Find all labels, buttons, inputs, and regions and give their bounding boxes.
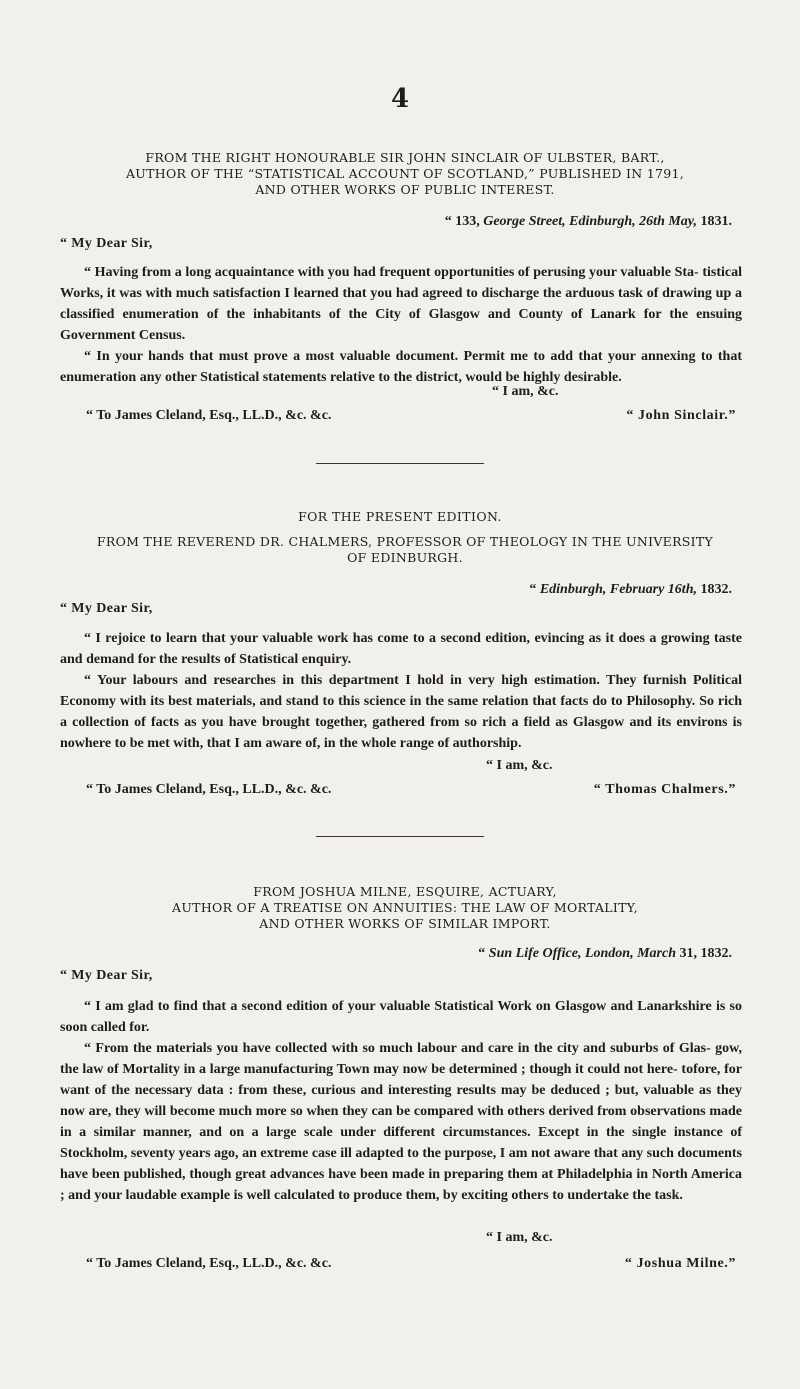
letter1-signature: “ John Sinclair.” bbox=[626, 408, 736, 423]
letter2-paragraph: “ I rejoice to learn that your valuable work has come to a second edition, evincing as it does a growing taste and demand for the results of Statistical enquiry. bbox=[60, 631, 742, 667]
letter2-heading-line: OF EDINBURGH. bbox=[347, 550, 463, 565]
letter1-heading-line: AND OTHER WORKS OF PUBLIC INTEREST. bbox=[255, 182, 555, 197]
letter2-paragraph: “ Your labours and researches in this department I hold in very high estimation. They furnish Political Economy with its best materials, and stand to this science in the same relation that facts do to Philosophy. So rich a collection of facts as you have brought together, gathered from so rich a field as Glasgow and its environs is nowhere to be met with, that I am aware of, in the whole range of authorship. bbox=[60, 673, 742, 751]
divider bbox=[316, 836, 484, 837]
letter2-signature: “ Thomas Chalmers.” bbox=[593, 782, 736, 797]
letter3-paragraph: “ From the materials you have collected with so much labour and care in the city and suburbs of Glas- gow, the law of Mortality in a large manufacturing Town may now be determined ; though it could not here- tofore, for want of the necessary data : from these, curious and interesting results may be deduced ; but, valuable as they now are, they will become much more so when they can be compared with others derived from observations made in a similar manner, and on a large scale under different circumstances. Except in the single instance of Stockholm, seventy years ago, an extreme case ill adapted to the purpose, I am not aware that any such documents have been published, though great advances have been made in preparing them at Philadelphia in North America ; and your laudable example is well calculated to produce them, by exciting others to undertake the task. bbox=[60, 1041, 742, 1203]
letter1-body bbox=[60, 262, 742, 388]
dateline-year: 31, 1832. bbox=[679, 946, 732, 961]
letter1-paragraph: “ In your hands that must prove a most valuable document. Permit me to add that your annexing to that enumeration any other Statistical statements relative to the district, would be highly desirable. bbox=[60, 349, 742, 385]
dateline-prefix: “ bbox=[529, 582, 537, 597]
letter1-addressee: “ To James Cleland, Esq., LL.D., &c. &c. bbox=[86, 408, 332, 423]
letter2-heading bbox=[60, 534, 750, 566]
page-number: 4 bbox=[390, 84, 410, 114]
letter1-paragraph: “ Having from a long acquaintance with you had frequent opportunities of perusing your valuable Sta- tistical Works, it was with much satisfaction I learned that you had agreed to discharge the arduous task of drawing up a classified enumeration of the inhabitants of the City of Glasgow and County of Lanark for the ensuing Government Census. bbox=[60, 265, 742, 343]
letter3-dateline bbox=[478, 946, 732, 962]
letter3-salutation: “ My Dear Sir, bbox=[60, 968, 153, 983]
dateline-place: George Street, Edinburgh, 26th May, bbox=[483, 214, 697, 229]
letter3-body bbox=[60, 996, 742, 1206]
letter1-closing: “ I am, &c. bbox=[492, 384, 559, 399]
letter2-heading-line: FROM THE REVEREND DR. CHALMERS, PROFESSOR OF THEOLOGY IN THE UNIVERSITY bbox=[96, 534, 714, 549]
letter3-signature: “ Joshua Milne.” bbox=[624, 1256, 736, 1271]
dateline-place: Edinburgh, February 16th, bbox=[539, 582, 697, 597]
letter1-salutation: “ My Dear Sir, bbox=[60, 236, 153, 251]
letter2-addressee: “ To James Cleland, Esq., LL.D., &c. &c. bbox=[86, 782, 332, 797]
letter3-closing: “ I am, &c. bbox=[486, 1230, 553, 1245]
letter1-heading-line: AUTHOR OF THE “STATISTICAL ACCOUNT OF SCOTLAND,” PUBLISHED IN 1791, bbox=[125, 166, 685, 181]
letter1-heading bbox=[60, 150, 750, 198]
dateline-place: Sun Life Office, London, March bbox=[488, 946, 676, 961]
dateline-year: 1831. bbox=[700, 214, 732, 229]
divider bbox=[316, 463, 484, 464]
dateline-prefix: “ bbox=[478, 946, 486, 961]
letter3-heading-line: FROM JOSHUA MILNE, ESQUIRE, ACTUARY, bbox=[253, 884, 557, 899]
letter2-body bbox=[60, 628, 742, 754]
dateline-prefix: “ 133, bbox=[444, 214, 480, 229]
letter3-addressee: “ To James Cleland, Esq., LL.D., &c. &c. bbox=[86, 1256, 332, 1271]
letter3-paragraph: “ I am glad to find that a second edition of your valuable Statistical Work on Glasgow and Lanarkshire is so soon called for. bbox=[60, 999, 742, 1035]
letter3-heading-line: AUTHOR OF A TREATISE ON ANNUITIES: THE LAW OF MORTALITY, bbox=[172, 900, 638, 915]
dateline-year: 1832. bbox=[700, 582, 732, 597]
letter3-heading bbox=[60, 884, 750, 932]
letter3-heading-line: AND OTHER WORKS OF SIMILAR IMPORT. bbox=[259, 916, 551, 931]
letter1-dateline bbox=[445, 214, 732, 230]
letter2-salutation: “ My Dear Sir, bbox=[60, 601, 153, 616]
letter2-dateline bbox=[529, 582, 732, 598]
section-title: FOR THE PRESENT EDITION. bbox=[298, 509, 502, 524]
letter2-closing: “ I am, &c. bbox=[486, 758, 553, 773]
letter1-heading-line: FROM THE RIGHT HONOURABLE SIR JOHN SINCLAIR OF ULBSTER, BART., bbox=[145, 150, 665, 165]
